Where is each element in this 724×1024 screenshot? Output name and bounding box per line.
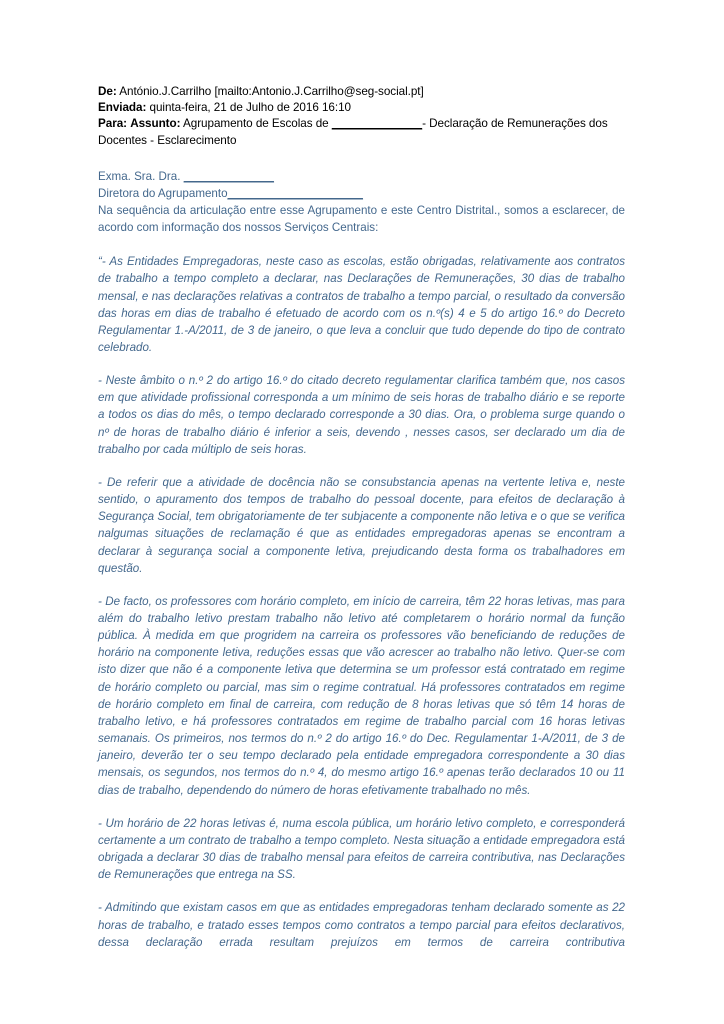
intro-paragraph: Na sequência da articulação entre esse Agrupamento e este Centro Distrital., somos a esclarecer, de acordo com informação dos nossos Serviços Centrais: [98, 204, 625, 235]
email-from-label: De: [98, 85, 117, 98]
email-to-label: Para: [98, 117, 127, 131]
body-paragraph-4: - De facto, os professores com horário completo, em início de carreira, têm 22 horas letivas, mas para além do trabalho letivo prestam trabalho não letivo até completarem o horário normal da função pública. À medida em que progridem na carreira os professores vão beneficiando de reduções de horário na componente letiva, reduções essas que vão acrescer ao trabalho não letivo. Quer-se com isto dizer que não é a componente letiva que determina se um professor está contratado em regime de horário completo ou parcial, mas sim o regime contratual. Há professores contratados em regime de horário completo em final de carreira, com redução de 8 horas letivas que só têm 14 horas de trabalho letivo, e há professores contratados em regime de trabalho parcial com 16 horas letivas semanais. Os primeiros, nos termos do n.º 2 do artigo 16.º do Dec. Regulamentar 1-A/2011, de 3 de janeiro, deverão ter o seu tempo declarado pela entidade empregadora correspondente a 30 dias mensais, os segundos, nos termos do n.º 4, do mesmo artigo 16.º apenas terão declarados 10 ou 11 dias de trabalho, dependendo do número de horas efetivamente trabalhado no mês. [98, 594, 625, 797]
email-from-row [98, 84, 625, 100]
addressee-block [98, 168, 625, 236]
email-header-block [98, 84, 625, 149]
body-paragraph-3: - De referir que a atividade de docência não se consubstancia apenas na vertente letiva e, neste sentido, o apuramento dos tempos de trabalho do pessoal docente, para efeitos de declaração à Segurança Social, tem obrigatoriamente de ter subjacente a componente não letiva e o que se verifica nalgumas situações de reclamação é que as entidades empregadoras apenas se encontram a declarar à segurança social a componente letiva, prejudicando desta forma os trabalhadores em questão. [98, 475, 625, 575]
addressee-name-blank-field: ______________ [183, 169, 274, 183]
email-subject-blank-field: ______________ [331, 117, 423, 131]
addressee-salutation-text: Exma. Sra. Dra. [98, 169, 184, 183]
email-subject-label: Assunto: [130, 117, 181, 131]
email-sent-row [98, 100, 625, 116]
body-paragraph-2: - Neste âmbito o n.º 2 do artigo 16.º do citado decreto regulamentar clarifica também que, nos casos em que atividade profissional corresponda a um mínimo de seis horas de trabalho diário e se reporte a todos os dias do mês, o tempo declarado corresponde a 30 dias. Ora, o problema surge quando o nº de horas de trabalho diário é inferior a seis, devendo , nesses casos, ser declarado um dia de trabalho por cada múltiplo de seis horas. [98, 374, 625, 456]
email-subject-value-before: Agrupamento de Escolas de [183, 117, 332, 131]
addressee-school-blank-field: _____________________ [227, 186, 363, 200]
email-from-value: António.J.Carrilho [mailto:Antonio.J.Carrilho@seg-social.pt] [119, 85, 424, 98]
email-subject-value-after: - Declaração de Remunerações dos Docentes - Esclarecimento [98, 117, 608, 147]
email-sent-value: quinta-feira, 21 de Julho de 2016 16:10 [149, 101, 351, 115]
body-paragraph-1: “- As Entidades Empregadoras, neste caso as escolas, estão obrigadas, relativamente aos contratos de trabalho a tempo completo a declarar, nas Declarações de Remunerações, 30 dias de trabalho mensal, e nas declarações relativas a contratos de trabalho a tempo parcial, o resultado da conversão das horas em dias de trabalho é efetuado de acordo com os n.º(s) 4 e 5 do artigo 16.º do Decreto Regulamentar 1.-A/2011, de 3 de janeiro, o que leva a concluir que tudo depende do tipo de contrato celebrado. [98, 255, 625, 354]
addressee-role-line [98, 185, 625, 202]
body-paragraph-6: - Admitindo que existam casos em que as entidades empregadoras tenham declarado somente as 22 horas de trabalho, e tratado esses tempos como contratos a tempo parcial para efeitos declarativos, dessa declaração errada resultam prejuízos em termos de carreira contributiva [98, 901, 625, 949]
email-subject-row [98, 116, 625, 148]
addressee-role-text: Diretora do Agrupamento [98, 186, 228, 200]
email-sent-label: Enviada: [98, 101, 147, 115]
addressee-salutation-line [98, 168, 625, 185]
document-content [98, 84, 625, 951]
body-paragraph-5: - Um horário de 22 horas letivas é, numa escola pública, um horário letivo completo, e corresponderá certamente a um contrato de trabalho a tempo completo. Nesta situação a entidade empregadora está obrigada a declarar 30 dias de trabalho mensal para efeitos de carreira contributiva, nas Declarações de Remunerações que entrega na SS. [98, 816, 625, 882]
